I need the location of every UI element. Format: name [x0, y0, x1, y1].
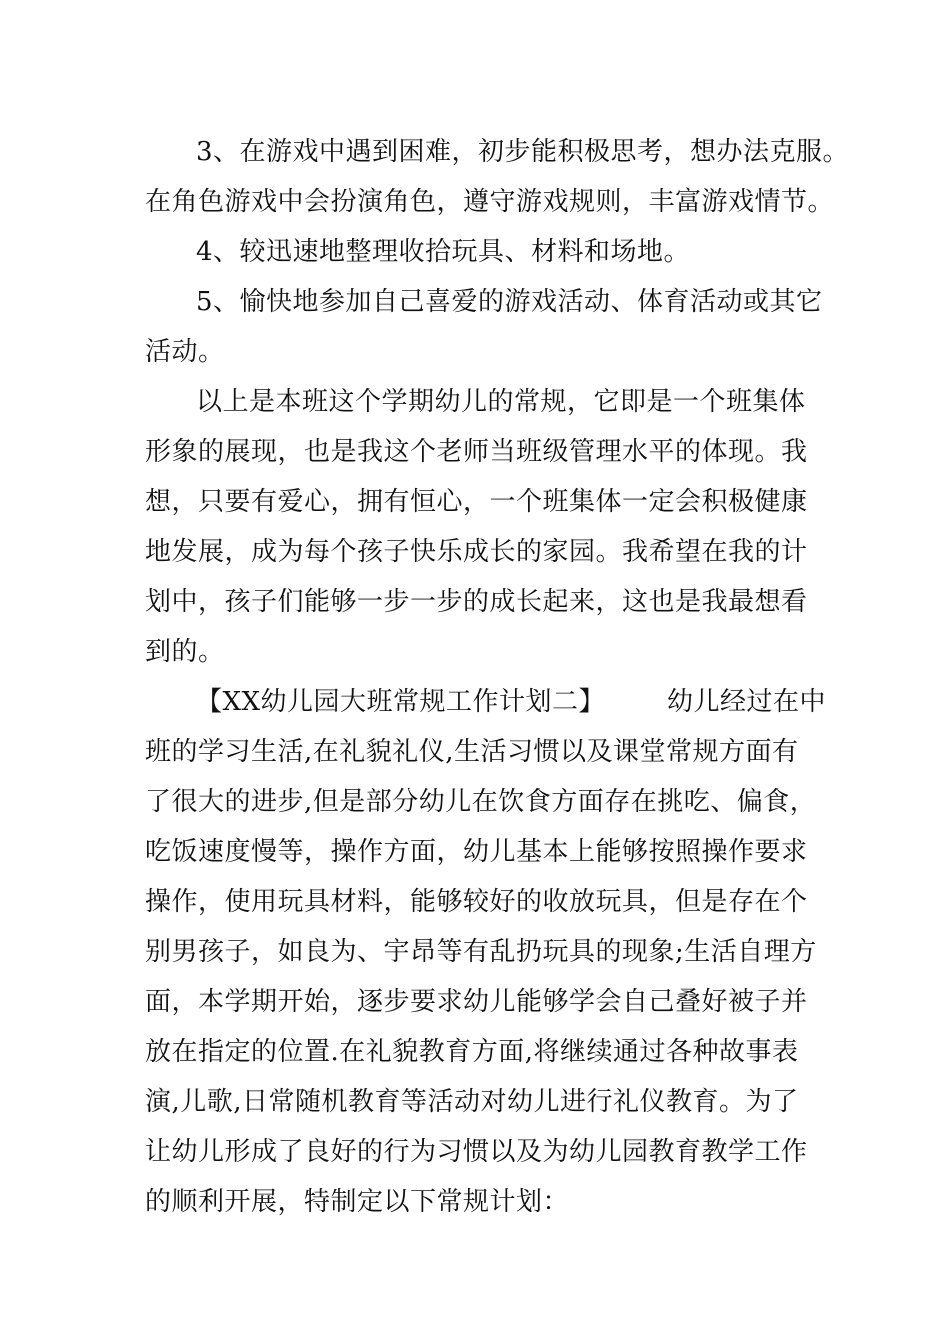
- plan2-line-10: 让幼儿形成了良好的行为习惯以及为幼儿园教育教学工作: [145, 1137, 808, 1167]
- plan2-line-4: 吃饭速度慢等，操作方面，幼儿基本上能够按照操作要求: [145, 837, 808, 867]
- plan2-line-6: 别男孩子，如良为、宇昂等有乱扔玩具的现象;生活自理方: [145, 937, 817, 967]
- plan2-line-7: 面，本学期开始，逐步要求幼儿能够学会自己叠好被子并: [145, 987, 808, 1017]
- summary-line-6: 到的。: [145, 637, 225, 667]
- summary-line-5: 划中，孩子们能够一步一步的成长起来，这也是我最想看: [145, 587, 808, 617]
- summary-line-3: 想，只要有爱心，拥有恒心，一个班集体一定会积极健康: [145, 487, 808, 517]
- plan2-line-5: 操作，使用玩具材料，能够较好的收放玩具，但是存在个: [145, 887, 808, 917]
- plan2-line-8: 放在指定的位置.在礼貌教育方面,将继续通过各种故事表: [145, 1037, 799, 1067]
- paragraph-3-line-1: 3、在游戏中遇到困难，初步能积极思考，想办法克服。: [196, 137, 850, 167]
- paragraph-4-line-1: 4、较迅速地整理收拾玩具、材料和场地。: [196, 237, 691, 267]
- paragraph-5-line-1: 5、愉快地参加自己喜爱的游戏活动、体育活动或其它: [196, 287, 823, 317]
- plan2-line-9: 演,儿歌,日常随机教育等活动对幼儿进行礼仪教育。为了: [145, 1087, 799, 1117]
- plan2-line-3: 了很大的进步,但是部分幼儿在饮食方面存在挑吃、偏食，: [145, 787, 817, 817]
- paragraph-5-line-2: 活动。: [145, 337, 225, 367]
- summary-line-4: 地发展，成为每个孩子快乐成长的家园。我希望在我的计: [145, 537, 808, 567]
- summary-line-2: 形象的展现，也是我这个老师当班级管理水平的体现。我: [145, 437, 808, 467]
- plan2-line-1: 幼儿经过在中: [667, 687, 827, 717]
- paragraph-3-line-2: 在角色游戏中会扮演角色，遵守游戏规则，丰富游戏情节。: [145, 187, 835, 217]
- section-heading: 【XX幼儿园大班常规工作计划二】: [196, 687, 606, 717]
- plan2-line-2: 班的学习生活,在礼貌礼仪,生活习惯以及课堂常规方面有: [145, 737, 799, 767]
- plan2-line-11: 的顺利开展，特制定以下常规计划：: [145, 1187, 570, 1217]
- summary-line-1: 以上是本班这个学期幼儿的常规，它即是一个班集体: [196, 387, 806, 417]
- plan2-heading-line: [196, 685, 826, 719]
